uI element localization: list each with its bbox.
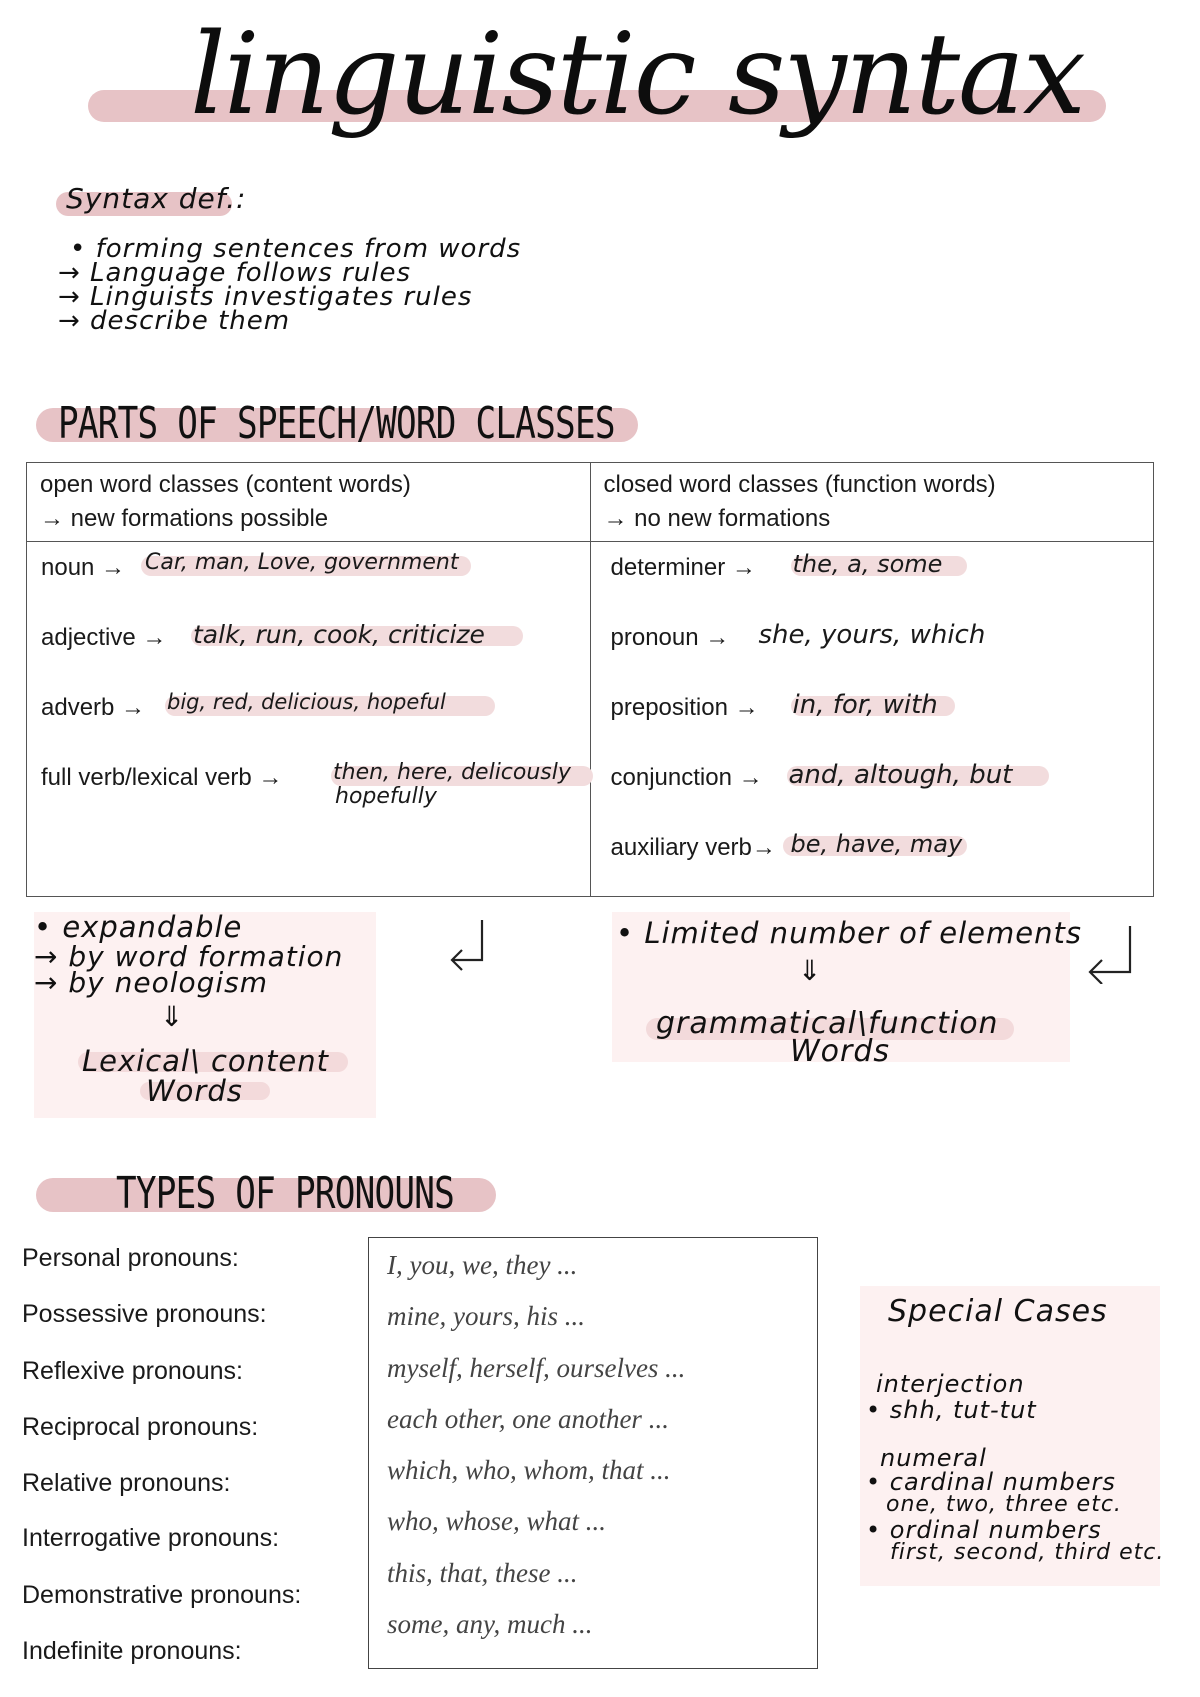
return-arrow-icon: [446, 916, 488, 972]
open-classes-header: [27, 463, 591, 542]
closed-class-examples: in, for, with: [792, 690, 938, 720]
open-class-examples: Car, man, Love, government: [145, 550, 459, 575]
pronoun-label: Relative pronouns:: [22, 1469, 231, 1497]
open-class-label: noun →: [41, 554, 126, 581]
grammatical-words-line2: Words: [790, 1034, 891, 1069]
closed-note-line: • Limited number of elements: [616, 916, 1082, 950]
open-note-line: • expandable: [34, 910, 243, 944]
closed-class-row: [611, 544, 1154, 614]
open-class-examples: talk, run, cook, criticize: [193, 620, 485, 649]
open-class-label: adverb →: [41, 694, 146, 721]
closed-class-label: pronoun →: [610, 624, 730, 651]
return-arrow-icon: [1084, 922, 1136, 984]
pronoun-label: Reciprocal pronouns:: [22, 1413, 259, 1441]
pronoun-example: some, any, much ...: [387, 1609, 593, 1639]
pronoun-label: Reflexive pronouns:: [22, 1357, 243, 1385]
open-note-line: → by neologism: [34, 966, 269, 999]
syntax-def-line: → Language follows rules: [58, 258, 412, 288]
interjection-title: interjection: [876, 1370, 1025, 1398]
ordinal-item: • ordinal numbers: [866, 1516, 1102, 1544]
closed-header-line2: → no new formations: [603, 505, 831, 532]
cardinal-example: one, two, three etc.: [886, 1492, 1122, 1517]
closed-class-examples: the, a, some: [792, 550, 943, 578]
ordinal-example: first, second, third etc.: [890, 1540, 1165, 1565]
down-arrow-icon: ⇓: [798, 954, 823, 987]
closed-class-examples: she, yours, which: [758, 620, 986, 650]
closed-class-examples: be, have, may: [790, 830, 963, 858]
open-note-line: → by word formation: [34, 940, 344, 973]
pronoun-label: Interrogative pronouns:: [22, 1524, 280, 1552]
pronoun-label: Possessive pronouns:: [22, 1300, 267, 1328]
closed-class-label: auxiliary verb→: [610, 834, 776, 861]
interjection-item: • shh, tut-tut: [866, 1396, 1037, 1424]
closed-class-row: [611, 614, 1154, 684]
open-class-label: full verb/lexical verb →: [41, 764, 283, 791]
open-class-row: [41, 544, 590, 614]
syntax-def-line: → Linguists investigates rules: [58, 282, 473, 312]
pronoun-example: who, whose, what ...: [387, 1506, 607, 1536]
closed-class-row: [611, 824, 1154, 894]
open-class-row: [41, 684, 590, 754]
closed-class-examples: and, altough, but: [788, 760, 1013, 790]
pronouns-heading: TYPES OF PRONOUNS: [116, 1168, 455, 1219]
closed-classes-body: [590, 542, 1154, 897]
closed-class-row: [611, 684, 1154, 754]
pronoun-example: myself, herself, ourselves ...: [387, 1353, 686, 1383]
closed-classes-header: [590, 463, 1154, 542]
syntax-def-line: • forming sentences from words: [70, 234, 522, 264]
pronoun-label: Demonstrative pronouns:: [22, 1581, 302, 1609]
open-class-examples: then, here, delicously: [333, 760, 571, 785]
open-header-line1: open word classes (content words): [40, 471, 411, 498]
pronoun-examples-box: [368, 1237, 818, 1669]
closed-class-row: [611, 754, 1154, 824]
page-title: linguistic syntax: [190, 10, 1084, 140]
pronoun-example: this, that, these ...: [387, 1558, 578, 1588]
lexical-words-line2: Words: [146, 1074, 243, 1108]
pronoun-example: each other, one another ...: [387, 1404, 669, 1434]
special-cases-heading: Special Cases: [888, 1294, 1108, 1329]
open-header-line2: → new formations possible: [40, 505, 329, 532]
closed-header-line1: closed word classes (function words): [603, 471, 996, 498]
closed-class-label: determiner →: [610, 554, 756, 581]
pronoun-example: mine, yours, his ...: [387, 1301, 585, 1331]
grammatical-words-line1: grammatical\function: [656, 1006, 999, 1041]
open-class-row: [41, 754, 590, 844]
lexical-words-line1: Lexical\ content: [82, 1044, 330, 1078]
syntax-def-heading: Syntax def.:: [66, 182, 247, 215]
pronoun-example: which, who, whom, that ...: [387, 1455, 671, 1485]
pronoun-label: Indefinite pronouns:: [22, 1637, 242, 1665]
numeral-title: numeral: [880, 1444, 987, 1472]
syntax-def-line: → describe them: [58, 306, 291, 336]
down-arrow-icon: ⇓: [160, 1000, 185, 1033]
closed-class-label: conjunction →: [610, 764, 763, 791]
cardinal-item: • cardinal numbers: [866, 1468, 1116, 1496]
open-class-label: adjective →: [41, 624, 167, 651]
open-classes-body: [27, 542, 591, 897]
pronoun-label: Personal pronouns:: [22, 1244, 239, 1272]
open-class-row: [41, 614, 590, 684]
closed-class-label: preposition →: [610, 694, 759, 721]
parts-of-speech-heading: PARTS OF SPEECH/WORD CLASSES: [58, 398, 615, 449]
word-classes-table: [26, 462, 1154, 897]
pronoun-example: I, you, we, they ...: [387, 1250, 578, 1280]
open-class-examples: big, red, delicious, hopeful: [167, 690, 446, 714]
open-class-examples-cont: hopefully: [335, 784, 437, 809]
